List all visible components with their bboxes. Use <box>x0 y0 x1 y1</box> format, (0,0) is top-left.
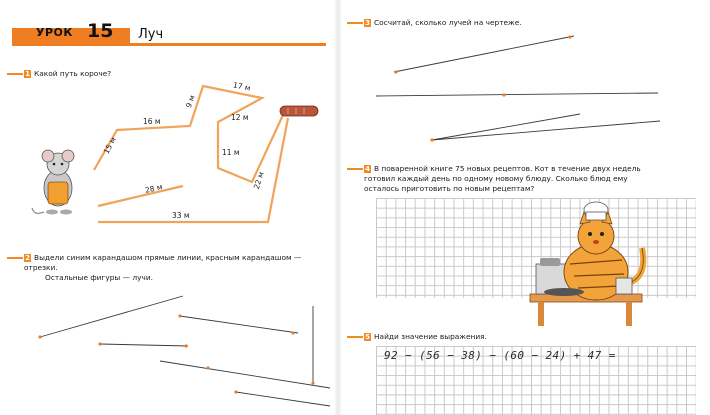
task-5-text: Найди значение выражения. <box>374 332 487 341</box>
lesson-number: 15 <box>87 20 114 42</box>
task-3-number: 3 <box>365 19 370 27</box>
right-page <box>340 0 710 415</box>
path-label-16: 16 м <box>143 117 161 126</box>
path-label-15: 15 м <box>101 135 118 156</box>
rays-drawing-task-2 <box>0 0 336 415</box>
left-page <box>0 0 336 415</box>
path-label-22: 22 м <box>251 170 266 191</box>
expression: 92 − (56 − 38) − (60 − 24) + 47 = <box>384 349 616 362</box>
task-1-text: Какой путь короче? <box>34 69 112 78</box>
task-2-number: 2 <box>25 254 30 262</box>
task-5-number: 5 <box>365 333 370 341</box>
path-label-9: 9 м <box>183 93 197 110</box>
path-label-33: 33 м <box>172 211 190 220</box>
task-5 <box>364 332 487 342</box>
lesson-title: Луч <box>138 27 164 42</box>
task-2-text: Выдели синим карандашом прямые линии, красным карандашом — отрезки. <box>24 253 302 272</box>
task-4-number: 4 <box>365 165 370 173</box>
path-label-11: 11 м <box>222 148 240 157</box>
task-1-number: 1 <box>25 70 30 78</box>
task-2-text2: Остальные фигуры — лучи. <box>45 273 153 282</box>
task-3-text: Сосчитай, сколько лучей на чертеже. <box>374 18 522 27</box>
path-label-12: 12 м <box>231 113 249 122</box>
task-4-text: В поваренной книге 75 новых рецептов. Кот в течение двух недель готовил каждый день по одному новому блюду. Сколько блюд ему осталось приготовить по новым рецептам? <box>364 164 641 193</box>
path-label-28: 28 м <box>144 182 164 195</box>
lesson-label: урок <box>36 22 73 40</box>
path-label-17: 17 м <box>232 80 252 93</box>
